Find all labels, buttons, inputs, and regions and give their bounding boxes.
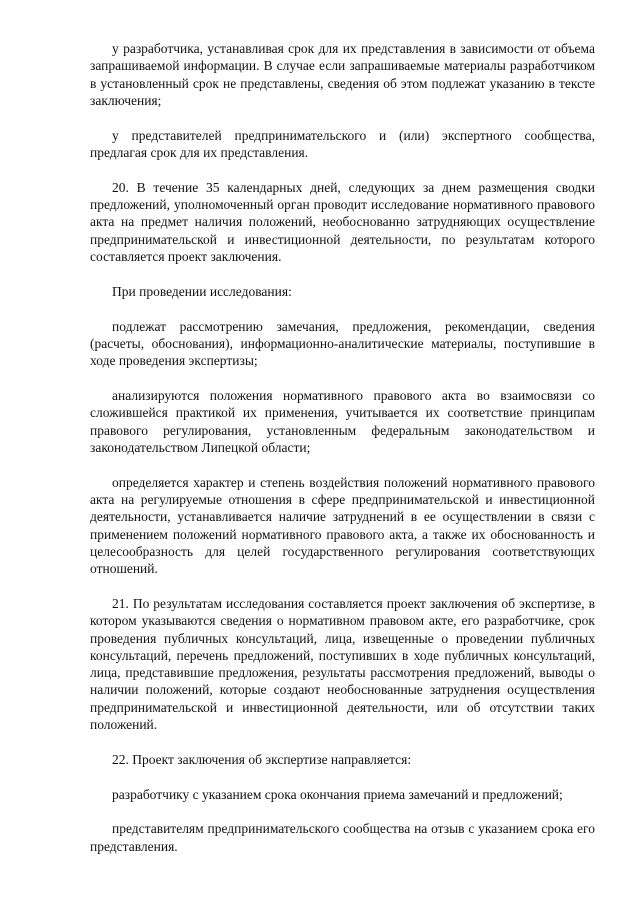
paragraph-research-intro: При проведении исследования: xyxy=(112,283,292,299)
paragraph-item-20: 20. В течение 35 календарных дней, следующих за днем размещения сводки предложений, уполномоченный орган проводит исследование нормативного правового акта на предмет наличия положений, необоснованно затрудняющих осуществление предпринимательской и инвестиционной деятельности, по результатам которого составляется проект заключения. xyxy=(90,179,595,264)
paragraph-research-impact: определяется характер и степень воздействия положений нормативного правового акта на регулируемые отношения в сфере предпринимательской и инвестиционной деятельности, устанавливается наличие затруднений в ее осуществлении в связи с применением положений нормативного правового акта, а также их обоснованность и целесообразность для целей государственного регулирования соответствующих отношений. xyxy=(90,474,595,577)
paragraph-developer-request: у разработчика, устанавливая срок для их представления в зависимости от объема запрашиваемой информации. В случае если запрашиваемые материалы разработчиком в установленный срок не представлены, сведения об этом подлежат указанию в тексте заключения; xyxy=(90,41,595,108)
paragraph-item-22: 22. Проект заключения об экспертизе направляется: xyxy=(112,751,412,767)
paragraph-to-developer: разработчику с указанием срока окончания приема замечаний и предложений; xyxy=(112,786,563,802)
paragraph-item-21: 21. По результатам исследования составляется проект заключения об экспертизе, в котором указываются сведения о нормативном правовом акте, его разработчике, срок проведения публичных консультаций, лица, извещенные о проведении публичных консультаций, перечень предложений, поступивших в ходе публичных консультаций, лица, представившие предложения, результаты рассмотрения предложений, выводы о наличии положений, которые создают необоснованные затруднения осуществления предпринимательской и инвестиционной деятельности, или об отсутствии таких положений. xyxy=(90,595,595,732)
paragraph-research-analysis: анализируются положения нормативного правового акта во взаимосвязи со сложившейся практикой их применения, учитывается их соответствие принципам правового регулирования, установленным федеральным законодательством и законодательством Липецкой области; xyxy=(90,387,595,455)
paragraph-to-business-community: представителям предпринимательского сообщества на отзыв с указанием срока его представления. xyxy=(90,821,595,854)
paragraph-community-request: у представителей предпринимательского и (или) экспертного сообщества, предлагая срок для их представления. xyxy=(90,127,595,160)
document-body xyxy=(90,40,595,872)
paragraph-research-comments: подлежат рассмотрению замечания, предложения, рекомендации, сведения (расчеты, обоснования), информационно-аналитические материалы, поступившие в ходе проведения экспертизы; xyxy=(90,318,595,369)
